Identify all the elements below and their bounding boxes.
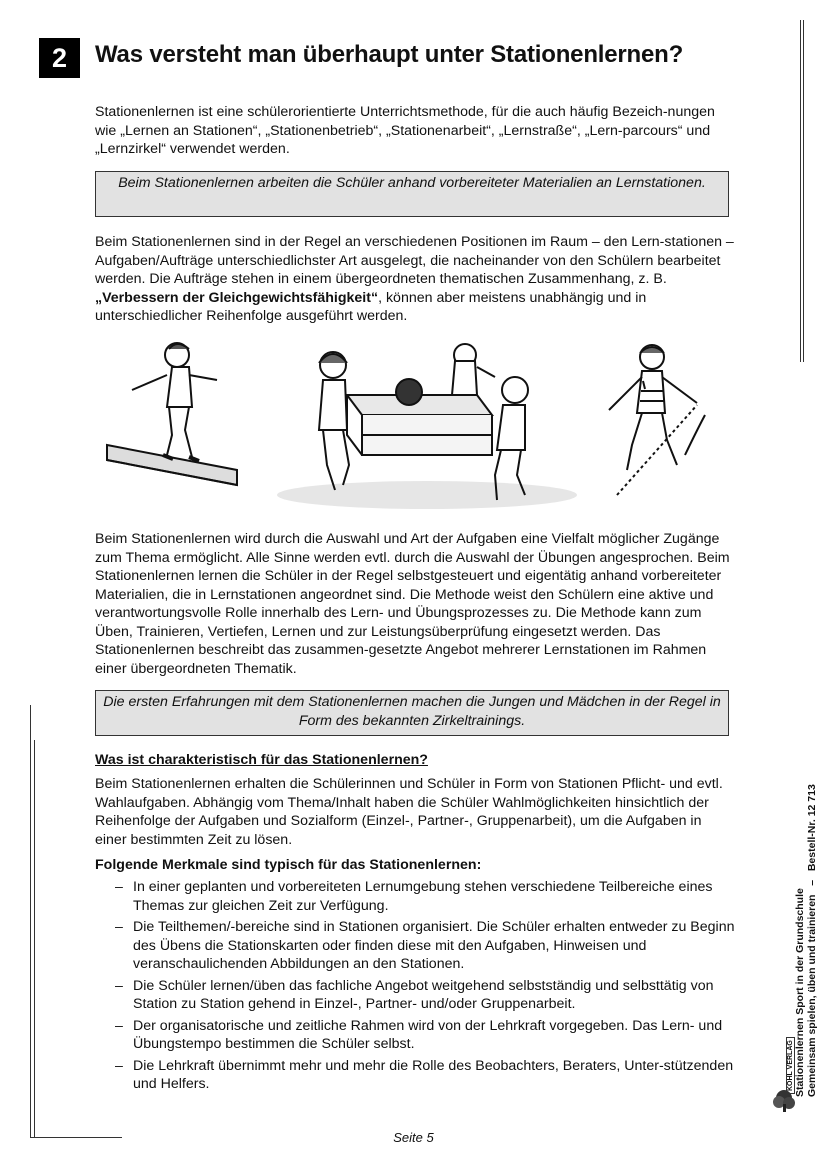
paragraph-3: Beim Stationenlernen wird durch die Auswahl und Art der Aufgaben eine Vielfalt möglicher Zugänge zum Thema ermöglicht. Alle Sinne werden evtl. durch die Auswahl der Übungen angesprochen. Beim Stationenlernen lernen die Schüler in der Regel selbstgesteuert und eigentätig anhand vorbereiteter Materialien, die in Lernstationen angeordnet sind. Die Methode weist den Schülern eine aktive und verantwortungsvolle Rolle innerhalb des Lern- und Übungsprozesses zu. Die Methode kann zum Üben, Trainieren, Vertiefen, Lernen und zur Leistungsüberprüfung eingesetzt werden. Das Stationenlernen beschreibt das zusammen-gesetzte Angebot mehrerer Lernstationen im Rahmen einer übergeordneten Thematik. bbox=[95, 531, 730, 677]
publisher-name: KOHL VERLAG bbox=[786, 1037, 795, 1094]
frame-line-right-inner bbox=[800, 20, 801, 362]
list-item-text: Die Teilthemen/-bereiche sind in Stationen organisiert. Die Schüler erhalten entweder zu Beginn des Übens die Stationskarten oder finden diese mit den Aufgaben, Hinweisen und veranschaulichenden Abbildungen an den Stationen. bbox=[133, 919, 735, 972]
highlight-box-1: Beim Stationenlernen arbeiten die Schüler anhand vorbereiteter Materialien an Lernstationen. bbox=[95, 171, 729, 217]
paragraph-2-bold: „Verbessern der Gleichgewichtsfähigkeit“ bbox=[95, 289, 379, 306]
list-item-text: In einer geplanten und vorbereiteten Lernumgebung stehen verschiedene Teilbereiche eines Themas zur gleichen Zeit zur Verfügung. bbox=[133, 879, 713, 914]
frame-line-right bbox=[803, 20, 804, 362]
sidebar-title: Stationenlernen Sport in der Grundschule bbox=[794, 888, 806, 1097]
sidebar-order-number: Bestell-Nr. 12 713 bbox=[806, 784, 818, 872]
tree-icon bbox=[772, 1086, 800, 1114]
sidebar-subtitle: Gemeinsam spielen, üben und trainieren bbox=[806, 894, 818, 1097]
children-carrying-box bbox=[277, 344, 577, 509]
list-item bbox=[115, 878, 740, 915]
list-item-text: Der organisatorische und zeitliche Rahmen wird von der Lehrkraft vorgegeben. Das Lern- und Übungstempo bestimmen die Schüler selbst. bbox=[133, 1017, 723, 1052]
list-dash: – bbox=[115, 879, 123, 895]
highlight-box-2: Die ersten Erfahrungen mit dem Stationenlernen machen die Jungen und Mädchen in der Regel in Form des bekannten Zirkeltrainings. bbox=[95, 690, 729, 736]
page-number: Seite 5 bbox=[393, 1130, 434, 1145]
paragraph-2-text-end: , können aber meistens unabhängig und in unterschiedlicher Reihenfolge ausgeführt werden. bbox=[95, 289, 647, 324]
section-heading: Was ist charakteristisch für das Stationenlernen? bbox=[95, 752, 428, 768]
intro-paragraph: Stationenlernen ist eine schülerorientierte Unterrichtsmethode, für die auch häufig Bezeich-nungen wie „Lernen an Stationen“, „Stationenbetrieb“, „Stationenarbeit“, „Lernstraße“, „Lern-parcours“ und „Lernzirkel“ verwendet werden. bbox=[95, 104, 715, 157]
page-title: Was versteht man überhaupt unter Stationenlernen? bbox=[95, 41, 684, 68]
publisher-logo bbox=[772, 1034, 802, 1114]
list-item-text: Die Schüler lernen/üben das fachliche Angebot weitgehend selbstständig und selbsttätig von Station zu Station gehend in Einzel-, Partner- und/oder Gruppenarbeit. bbox=[133, 977, 714, 1012]
paragraph-2-text: Beim Stationenlernen sind in der Regel an verschiedenen Positionen im Raum – den Lern-stationen – Aufgaben/Aufträge unterschiedlichster Art ausgelegt, die nacheinander von den Schülern bearbeitet werden. Die Aufträge stehen in einem übergeordneten thematischen Zusammenhang, z. B. bbox=[95, 234, 734, 287]
list-dash: – bbox=[115, 1017, 123, 1034]
paragraph-4: Beim Stationenlernen erhalten die Schülerinnen und Schüler in Form von Stationen Pflicht- und evtl. Wahlaufgaben. Abhängig vom Thema/Inhalt haben die Schüler Wahlmöglichkeiten hinsichtlich der Reihenfolge der Aufgaben und Sozialform (Einzel-, Partner-, Gruppenarbeit), um die Aufgaben in einer bestimmten Zeit zu lösen. bbox=[95, 776, 723, 848]
sidebar-separator: – bbox=[806, 879, 818, 886]
running-child bbox=[609, 345, 705, 495]
children-illustration bbox=[97, 335, 737, 515]
list-item bbox=[115, 918, 740, 974]
section-number: 2 bbox=[39, 38, 80, 78]
balance-beam-child bbox=[107, 343, 237, 485]
list-item bbox=[115, 1017, 740, 1054]
frame-line-left bbox=[30, 705, 31, 1137]
frame-line-bottom bbox=[30, 1137, 122, 1138]
list-dash: – bbox=[115, 919, 123, 935]
list-item bbox=[115, 977, 740, 1014]
list-item bbox=[115, 1057, 740, 1094]
list-dash: – bbox=[115, 1057, 123, 1074]
frame-line-left-inner bbox=[34, 740, 35, 1137]
features-subheading: Folgende Merkmale sind typisch für das Stationenlernen: bbox=[95, 857, 482, 873]
list-item-text: Die Lehrkraft übernimmt mehr und mehr die Rolle des Beobachters, Beraters, Unter-stützenden und Helfers. bbox=[133, 1057, 734, 1092]
list-dash: – bbox=[115, 977, 123, 994]
sidebar-line-2 bbox=[806, 784, 818, 1097]
features-list bbox=[115, 878, 740, 1097]
paragraph-2 bbox=[95, 233, 735, 326]
